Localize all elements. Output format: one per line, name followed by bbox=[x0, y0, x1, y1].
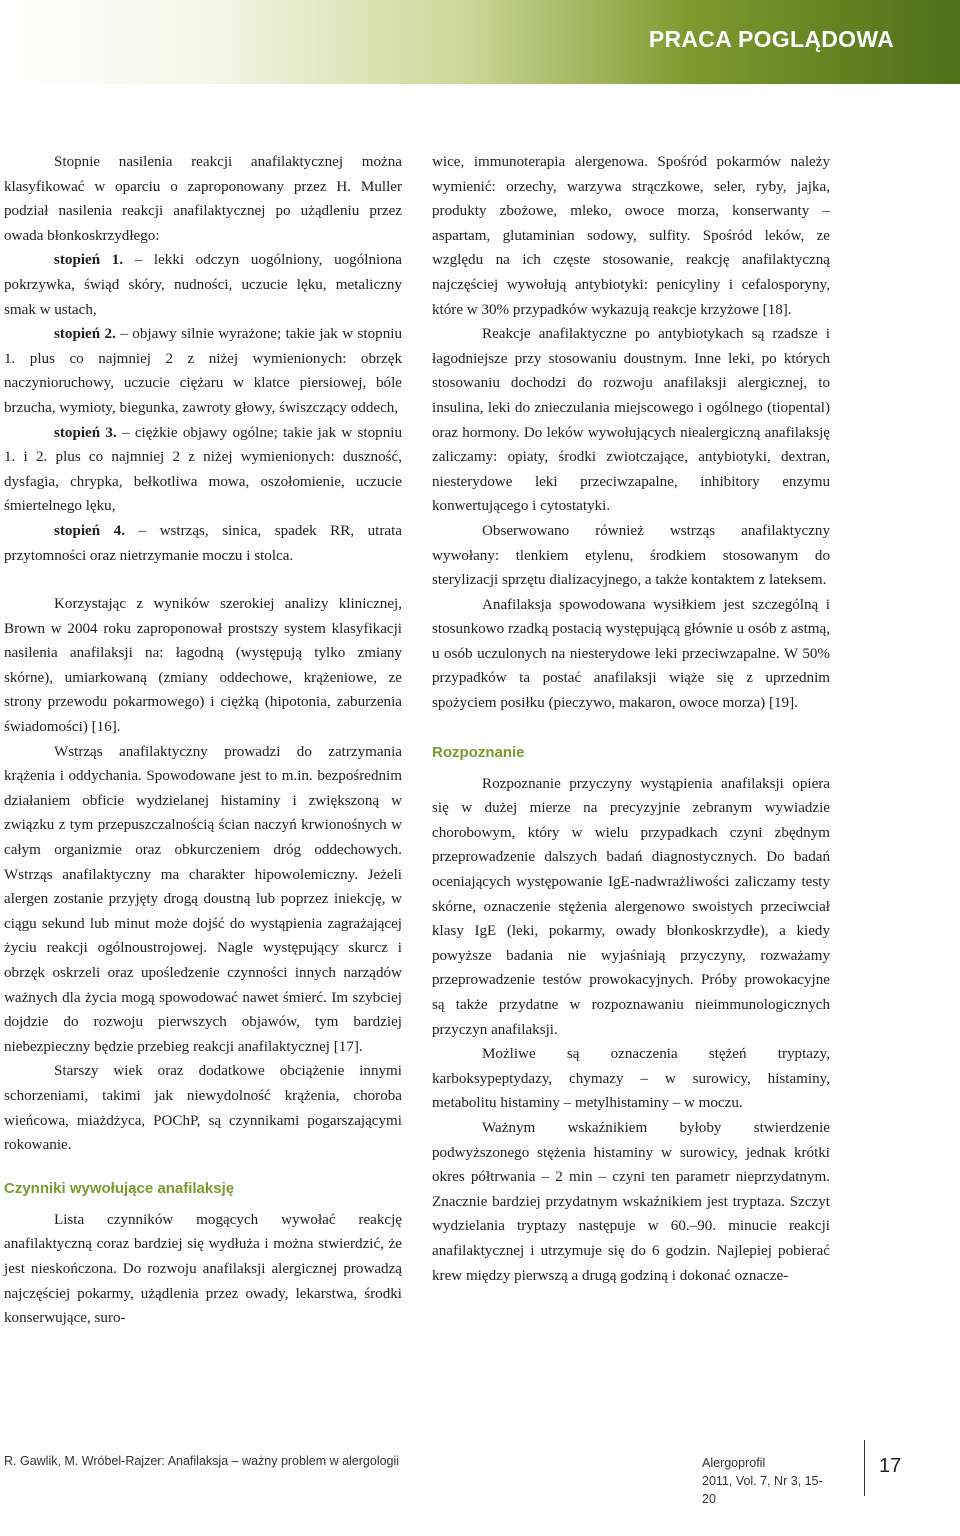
tryptase-paragraph: Ważnym wskaźnikiem byłoby stwierdzenie podwyższonego stężenia histaminy w surowicy, jednak krótki okres półtrwania – 2 min – czyni ten parametr nieprzydatnym. Znacznie bardziej przydatnym wskaźnikiem jest tryptaza. Szczyt wydzielania tryptazy następuje w 60.–90. minucie reakcji anafilaktycznej i utrzymuje się do 6 godzin. Najlepiej pobierać krew między pierwszą a drugą godziną i dokonać oznacze- bbox=[432, 1119, 830, 1284]
section-heading-diagnosis: Rozpoznanie bbox=[432, 743, 525, 761]
footer-citation: R. Gawlik, M. Wróbel-Rajzer: Anafilaksja – ważny problem w alergologii bbox=[4, 1454, 400, 1468]
degree-text: – lekki odczyn uogólniony, uogólniona pokrzywka, świąd skóry, nudności, uczucie lęku, metaliczny smak w ustach, bbox=[4, 252, 402, 318]
shock-paragraph: Wstrząs anafilaktyczny prowadzi do zatrzymania krążenia i oddychania. Spowodowane jest to m.in. bezpośrednim działaniem obficie wydzielanej histaminy i zwiększoną w związku z tym przepuszczalnością ścian naczyń krwionośnych w całym organizmie oraz obkurczeniem dróg oddechowych. Wstrząs anafilaktyczny ma charakter hipowolemiczny. Jeżeli alergen zostanie przyjęty drogą doustną lub poprzez iniekcję, w ciągu sekund lub minut może dojść do wystąpienia zagrażającej życiu reakcji ogólnoustrojowej. Nagle występujący skurcz i obrzęk oskrzeli oraz upośledzenie czynności innych narządów ważnych dla życia mogą spowodować nawet śmierć. Im szybciej dojdzie do rozwoju pierwszych objawów, tym bardziej niebezpieczny będzie przebieg reakcji anafilaktycznej [17]. bbox=[4, 743, 402, 1055]
journal-volume: 2011, Vol. 7, Nr 3, 15-20 bbox=[702, 1474, 823, 1506]
right-column bbox=[432, 150, 830, 1288]
degree-text: – objawy silnie wyrażone; takie jak w stopniu 1. plus co najmniej 2 z niżej wymienionych: obrzęk naczynioruchowy, uczucie ciężaru w klatce piersiowej, bóle brzucha, wymioty, biegunka, zawroty głowy, świszczący oddech, bbox=[4, 326, 402, 416]
diagnosis-paragraph: Rozpoznanie przyczyny wystąpienia anafilaksji opiera się w dużej mierze na precyzyjnie zebranym wywiadzie chorobowym, który w wielu przypadkach czyni zbędnym przeprowadzenie dalszych badań diagnostycznych. Do badań oceniających występowanie IgE-nadwrażliwości zaliczamy testy skórne, oznaczenie stężenia alergenowo swoistych przeciwciał klasy IgE (leki, pokarmy, owady błonkoskrzydłe), a kiedy powyższe badania nie wyjaśniają przyczyny, rozważamy przeprowadzenie testów prowokacyjnych. Próby prowokacyjne są także przydatne w rozpoznawaniu nieimmunologicznych przyczyn anafilaksji. bbox=[432, 775, 830, 1038]
continuation-paragraph: wice, immunoterapia alergenowa. Spośród pokarmów należy wymienić: orzechy, warzywa strączkowe, seler, ryby, jajka, produkty zbożowe, mleko, owoce morza, konserwanty – aspartam, glutaminian sodowy, sulfity. Spośród leków, ze względu na ich częste stosowanie, reakcję anafilaktyczną najczęściej wywołują antybiotyki: penicyliny i cefalosporyny, które w 30% przypadków wykazują reakcje krzyżowe [18]. bbox=[432, 154, 830, 318]
journal-name: Alergoprofil bbox=[702, 1456, 766, 1470]
degree-label: stopień 2. bbox=[54, 326, 116, 343]
observed-paragraph: Obserwowano również wstrząs anafilaktyczny wywołany: tlenkiem etylenu, środkiem stosowanym do sterylizacji sprzętu dializacyjnego, a także kontaktem z lateksem. bbox=[432, 522, 830, 589]
age-paragraph: Starszy wiek oraz dodatkowe obciążenie innymi schorzeniami, takimi jak niewydolność krążenia, choroba wieńcowa, miażdżyca, POChP, są czynnikami pogarszającymi rokowanie. bbox=[4, 1063, 402, 1154]
degree-label: stopień 4. bbox=[54, 522, 125, 539]
degree-text: – ciężkie objawy ogólne; takie jak w stopniu 1. i 2. plus co najmniej 2 z niżej wymienionych: duszność, dysfagia, chrypka, bełkotliwa mowa, oszołomienie, uczucie śmiertelnego lęku, bbox=[4, 424, 403, 515]
markers-paragraph: Możliwe są oznaczenia stężeń tryptazy, karboksypeptydazy, chymazy – w surowicy, histaminy, metabolitu histaminy – metylhistaminy – w moczu. bbox=[432, 1046, 830, 1112]
section-heading-triggers: Czynniki wywołujące anafilaksję bbox=[4, 1179, 235, 1197]
footer-journal-block bbox=[702, 1454, 832, 1508]
degree-3-item bbox=[4, 421, 402, 519]
degree-1-item bbox=[4, 248, 402, 322]
left-column bbox=[4, 150, 402, 1331]
antibiotics-paragraph: Reakcje anafilaktyczne po antybiotykach są rzadsze i łagodniejsze przy stosowaniu doustnym. Inne leki, po których stosowaniu dochodzi do rozwoju anafilaksji alergicznej, to insulina, leki do znieczulania miejscowego i ogólnego (tiopental) oraz hormony. Do leków wywołujących niealergiczną anafilaksję zaliczamy: opiaty, środki zwiotczające, antybiotyki, dextran, niesterydowe leki przeciwzapalne, inhibitory enzymu konwertującego i cytostatyki. bbox=[432, 326, 830, 515]
exercise-paragraph: Anafilaksja spowodowana wysiłkiem jest szczególną i stosunkowo rzadką postacią występującą głównie u osób z astmą, u osób uczulonych na niesterydowe leki przeciwzapalne. W 50% przypadków ta postać anafilaksji wiąże się z uprzednim spożyciem posiłku (pieczywo, makaron, owoce morza) [19]. bbox=[432, 596, 830, 712]
degree-label: stopień 1. bbox=[54, 252, 124, 269]
header-band bbox=[0, 0, 960, 84]
degree-text: – wstrząs, sinica, spadek RR, utrata przytomności oraz nietrzymanie moczu i stolca. bbox=[4, 522, 402, 564]
footer-divider bbox=[864, 1440, 865, 1496]
intro-paragraph: Stopnie nasilenia reakcji anafilaktycznej można klasyfikować w oparciu o zaproponowany przez H. Muller podział nasilenia reakcji anafilaktycznej po użądleniu przez owada błonkoskrzydłego: bbox=[4, 154, 402, 244]
triggers-paragraph: Lista czynników mogących wywołać reakcję anafilaktyczną coraz bardziej się wydłuża i można stwierdzić, że jest nieskończona. Do rozwoju anafilaksji alergicznej prowadzą najczęściej pokarmy, użądlenia przez owady, lekarstwa, środki konserwujące, suro- bbox=[4, 1211, 402, 1327]
page-number: 17 bbox=[879, 1455, 902, 1477]
degree-4-item bbox=[4, 519, 402, 568]
degree-2-item bbox=[4, 322, 402, 420]
section-title: PRACA POGLĄDOWA bbox=[648, 26, 894, 52]
brown-paragraph: Korzystając z wyników szerokiej analizy klinicznej, Brown w 2004 roku zaproponował prostszy system klasyfikacji nasilenia anafilaksji na: łagodną (występują tylko zmiany skórne), umiarkowaną (zmiany oddechowe, krążeniowe, ze strony przewodu pokarmowego) i ciężką (hipotonia, zaburzenia świadomości) [16]. bbox=[4, 596, 402, 736]
degree-label: stopień 3. bbox=[54, 424, 117, 441]
